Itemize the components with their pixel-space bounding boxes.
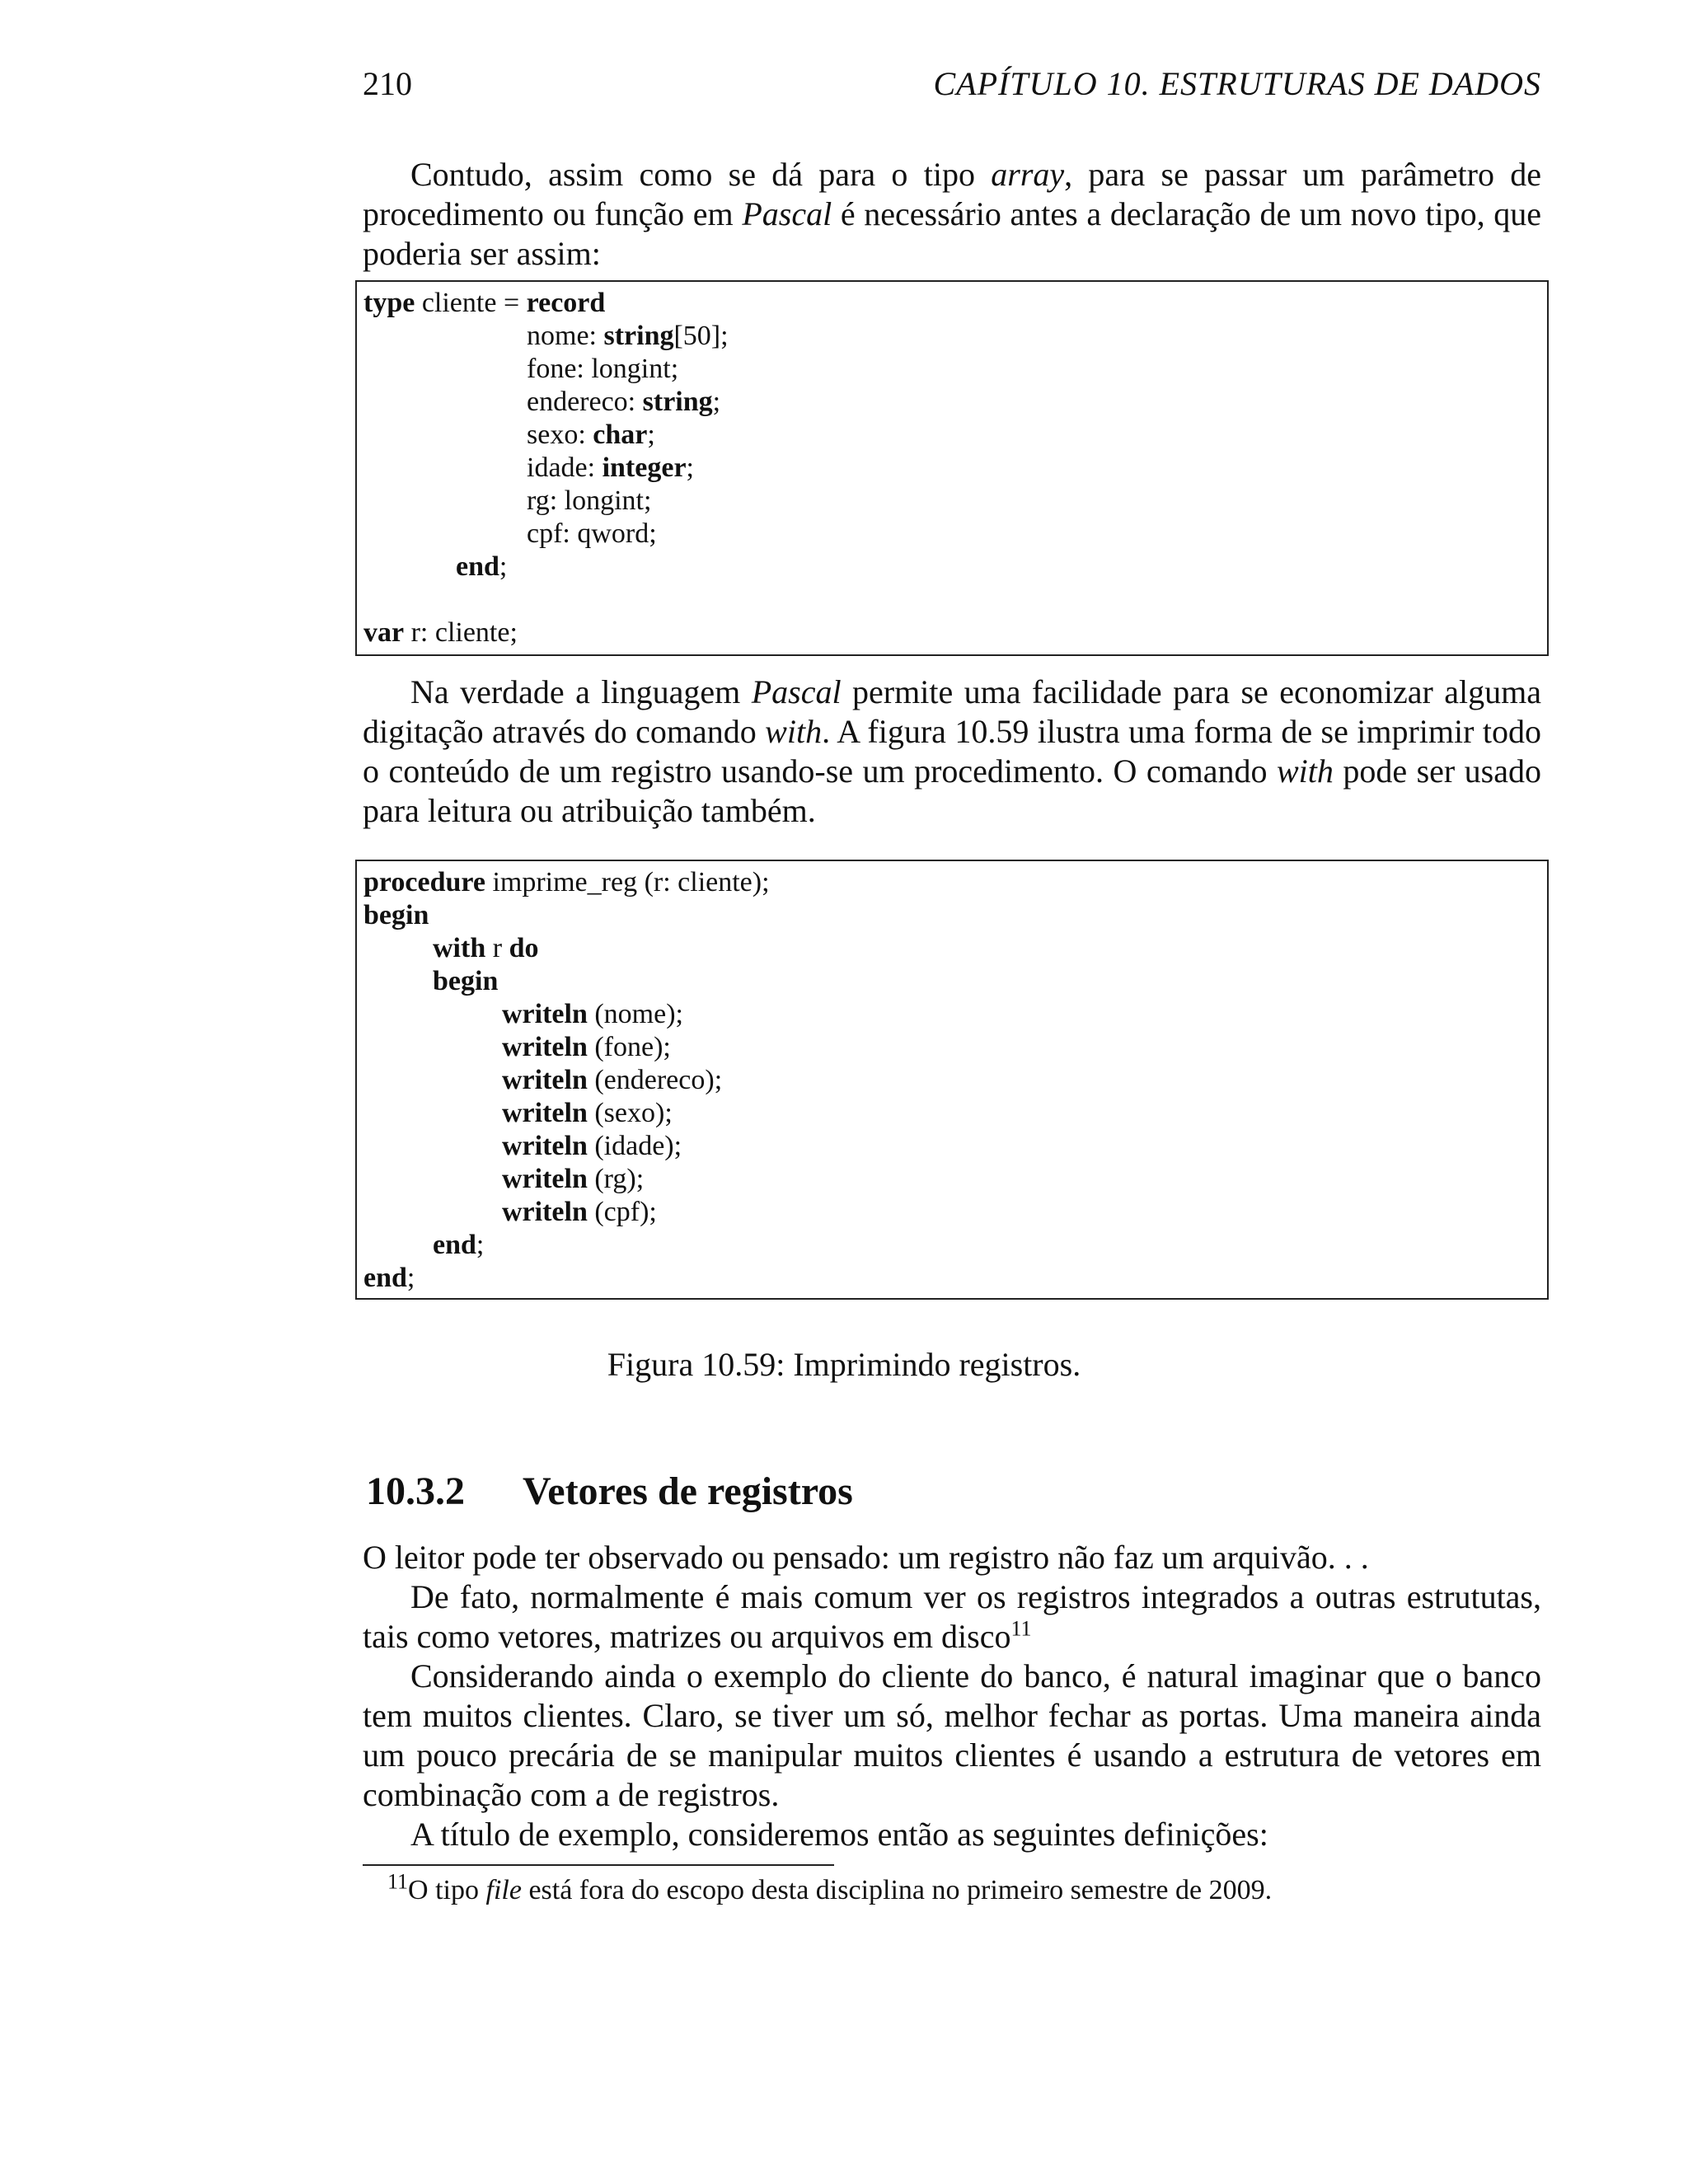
emphasis: with bbox=[765, 713, 823, 750]
code-line: nome: string[50]; bbox=[527, 321, 729, 351]
emphasis: array bbox=[991, 156, 1065, 193]
code-line: rg: longint; bbox=[527, 485, 652, 516]
code-line: endereco: string; bbox=[527, 387, 721, 417]
code-line: end; bbox=[433, 1230, 485, 1260]
code-line: idade: integer; bbox=[527, 452, 694, 483]
code-line: writeln (idade); bbox=[502, 1131, 682, 1161]
paragraph-with bbox=[363, 673, 1541, 831]
code-line: end; bbox=[456, 551, 508, 582]
text: O tipo bbox=[408, 1875, 486, 1905]
text: . A figura 10.59 ilustra uma forma de se imprimir todo o conteúdo de um registro usando-se um procedimento. O comando bbox=[363, 713, 1542, 790]
page-number: 210 bbox=[363, 65, 412, 102]
emphasis: Pascal bbox=[751, 673, 842, 710]
section-number: 10.3.2 bbox=[366, 1469, 465, 1513]
section-heading bbox=[366, 1469, 853, 1514]
emphasis: with bbox=[1276, 752, 1334, 790]
code-line: with r do bbox=[433, 933, 539, 963]
text: está fora do escopo desta disciplina no primeiro semestre de 2009. bbox=[521, 1875, 1273, 1905]
code-line: fone: longint; bbox=[527, 354, 679, 384]
code-line: writeln (sexo); bbox=[502, 1098, 673, 1128]
code-line: end; bbox=[363, 1263, 415, 1293]
text: Contudo, assim como se dá para o tipo bbox=[410, 156, 992, 193]
footnote bbox=[387, 1869, 1273, 1907]
text: pode ser usado para leitura ou atribuição também. bbox=[363, 752, 1542, 829]
section-title: Vetores de registros bbox=[523, 1469, 853, 1513]
emphasis: file bbox=[485, 1875, 522, 1905]
code-line: var r: cliente; bbox=[363, 617, 518, 648]
text: é necessário antes a declaração de um novo tipo, que poderia ser assim: bbox=[363, 195, 1541, 272]
chapter-title: CAPÍTULO 10. ESTRUTURAS DE DADOS bbox=[933, 65, 1541, 102]
figure-caption: Figura 10.59: Imprimindo registros. bbox=[607, 1346, 1081, 1383]
code-line: cpf: qword; bbox=[527, 518, 657, 549]
emphasis: Pascal bbox=[742, 195, 832, 232]
text: permite uma facilidade para se economizar alguma digitação através do comando bbox=[363, 673, 1542, 750]
code-listing-imprime-reg bbox=[355, 860, 1549, 1300]
footnote-rule bbox=[363, 1864, 834, 1866]
code-line: begin bbox=[433, 966, 499, 996]
code-line: sexo: char; bbox=[527, 419, 655, 450]
code-line: begin bbox=[363, 900, 429, 930]
code-listing-type-cliente bbox=[355, 280, 1549, 656]
code-line: writeln (endereco); bbox=[502, 1065, 723, 1095]
code-line: writeln (nome); bbox=[502, 999, 683, 1029]
paragraph-de-fato bbox=[363, 1577, 1541, 1657]
footnote-number: 11 bbox=[387, 1869, 409, 1894]
code-line: procedure imprime_reg (r: cliente); bbox=[363, 867, 770, 898]
text: Na verdade a linguagem bbox=[410, 673, 752, 710]
paragraph-titulo-exemplo: A título de exemplo, consideremos então as seguintes definições: bbox=[410, 1816, 1268, 1853]
code-line: type cliente = record bbox=[363, 288, 606, 318]
code-line: writeln (rg); bbox=[502, 1164, 645, 1194]
paragraph-intro bbox=[363, 155, 1541, 274]
code-line: writeln (fone); bbox=[502, 1032, 671, 1062]
text: , para se passar um parâmetro de procedimento ou função em bbox=[363, 156, 1542, 232]
paragraph-considerando: Considerando ainda o exemplo do cliente do banco, é natural imaginar que o banco tem muitos clientes. Claro, se tiver um só, melhor fechar as portas. Uma maneira ainda um pouco precária de se manipular muitos clientes é usando a estrutura de vetores em combinação com a de registros. bbox=[363, 1657, 1541, 1813]
text: De fato, normalmente é mais comum ver os registros integrados a outras estrututas, tais como vetores, matrizes ou arquivos em disco bbox=[363, 1578, 1541, 1655]
code-line: writeln (cpf); bbox=[502, 1197, 657, 1227]
footnote-marker: 11 bbox=[1010, 1616, 1032, 1641]
paragraph-leitor: O leitor pode ter observado ou pensado: um registro não faz um arquivão. . . bbox=[363, 1539, 1369, 1576]
